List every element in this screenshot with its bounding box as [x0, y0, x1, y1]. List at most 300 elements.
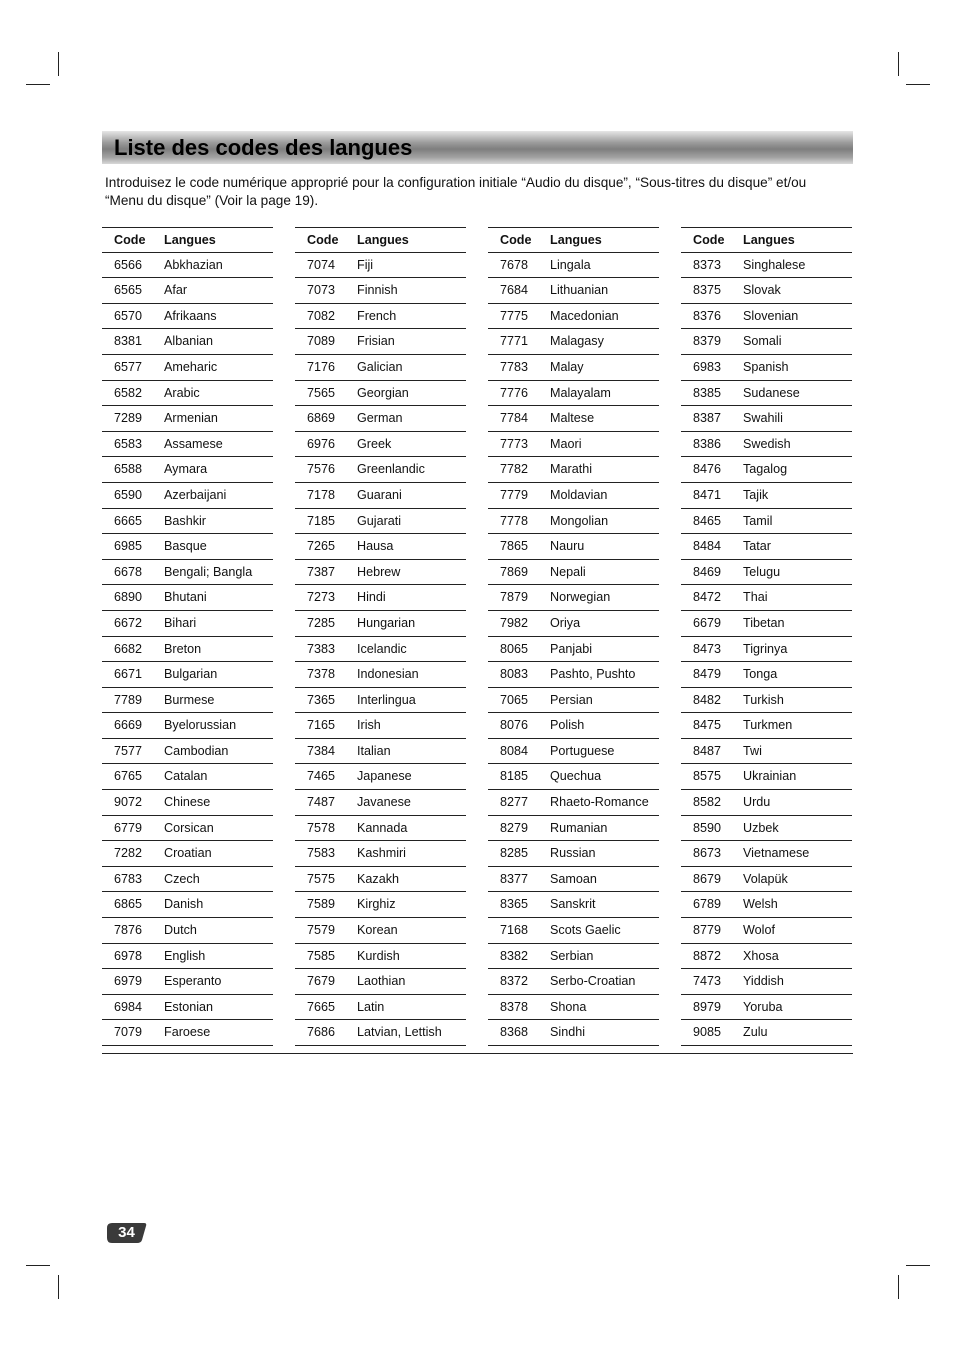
language-code: 7869 [500, 564, 529, 579]
language-code: 6978 [114, 948, 143, 963]
table-row [102, 892, 273, 918]
language-code: 8386 [693, 436, 722, 451]
table-row [488, 969, 659, 995]
language-code: 7686 [307, 1025, 336, 1040]
language-name: Norwegian [550, 590, 611, 605]
language-code: 7082 [307, 308, 336, 323]
language-code: 8185 [500, 769, 529, 784]
table-row [102, 355, 273, 381]
table-row [295, 585, 466, 611]
language-name: Bashkir [164, 513, 206, 528]
table-row [102, 816, 273, 842]
language-name: Pashto, Pushto [550, 667, 636, 682]
language-code: 9085 [693, 1025, 722, 1040]
table-row [102, 278, 273, 304]
table-row [102, 944, 273, 970]
language-code: 8472 [693, 590, 722, 605]
table-row [681, 944, 852, 970]
language-code: 8365 [500, 897, 529, 912]
page-title: Liste des codes des langues [114, 135, 413, 160]
language-column [102, 227, 273, 1046]
language-code: 7585 [307, 948, 336, 963]
language-code: 9072 [114, 795, 143, 810]
page-number: 34 [118, 1224, 135, 1241]
table-row [488, 867, 659, 893]
language-name: Zulu [743, 1025, 768, 1040]
language-code: 8473 [693, 641, 722, 656]
language-code: 6976 [307, 436, 336, 451]
language-name: Frisian [357, 334, 395, 349]
language-code: 8979 [693, 999, 722, 1014]
table-row [488, 790, 659, 816]
language-name: Chinese [164, 795, 211, 810]
table-row [295, 253, 466, 279]
language-code: 7789 [114, 692, 143, 707]
language-name: Turkish [743, 692, 784, 707]
language-code: 6671 [114, 667, 143, 682]
language-name: Esperanto [164, 974, 222, 989]
table-row [295, 560, 466, 586]
language-name: Tigrinya [743, 641, 788, 656]
language-code: 7589 [307, 897, 336, 912]
language-code: 6984 [114, 999, 143, 1014]
table-row [102, 329, 273, 355]
language-name: Polish [550, 718, 585, 733]
language-code: 7565 [307, 385, 336, 400]
language-code: 8372 [500, 974, 529, 989]
language-name: Corsican [164, 820, 214, 835]
header-languages: Langues [743, 233, 795, 247]
language-name: Malay [550, 359, 584, 374]
language-name: Azerbaijani [164, 487, 227, 502]
language-code: 6779 [114, 820, 143, 835]
language-code: 6679 [693, 615, 722, 630]
language-name: Panjabi [550, 641, 593, 656]
language-name: Kashmiri [357, 846, 406, 861]
language-code: 6588 [114, 462, 143, 477]
language-code: 7073 [307, 283, 336, 298]
language-code: 8279 [500, 820, 529, 835]
language-name: Icelandic [357, 641, 407, 656]
language-code: 7387 [307, 564, 336, 579]
table-row [681, 918, 852, 944]
language-name: Swedish [743, 436, 791, 451]
language-name: Persian [550, 692, 593, 707]
language-code: 7876 [114, 923, 143, 938]
header-code: Code [693, 233, 725, 247]
language-code: 8084 [500, 743, 529, 758]
language-name: Armenian [164, 411, 218, 426]
table-row [488, 662, 659, 688]
language-code: 8378 [500, 999, 529, 1014]
language-name: Aymara [164, 462, 208, 477]
language-code: 6566 [114, 257, 143, 272]
crop-mark [26, 84, 50, 85]
table-row [102, 713, 273, 739]
table-row [295, 1020, 466, 1046]
language-name: Macedonian [550, 308, 619, 323]
table-row [295, 969, 466, 995]
language-code: 7378 [307, 667, 336, 682]
table-row [681, 483, 852, 509]
language-code: 8475 [693, 718, 722, 733]
language-code: 8385 [693, 385, 722, 400]
header-code: Code [307, 233, 339, 247]
table-header-row [681, 227, 852, 253]
language-code: 7168 [500, 923, 529, 938]
language-name: Welsh [743, 897, 778, 912]
language-name: Guarani [357, 487, 402, 502]
language-code: 6672 [114, 615, 143, 630]
language-code: 8368 [500, 1025, 529, 1040]
language-name: Swahili [743, 411, 783, 426]
language-column [295, 227, 466, 1046]
table-row [295, 611, 466, 637]
language-code: 7773 [500, 436, 529, 451]
language-name: Twi [743, 743, 762, 758]
language-name: Urdu [743, 795, 771, 810]
language-code: 6582 [114, 385, 143, 400]
language-name: Catalan [164, 769, 208, 784]
table-row [488, 688, 659, 714]
table-row [681, 253, 852, 279]
language-code: 7465 [307, 769, 336, 784]
language-name: Portuguese [550, 743, 615, 758]
language-name: Ameharic [164, 359, 218, 374]
language-name: Latin [357, 999, 385, 1014]
language-code: 8590 [693, 820, 722, 835]
language-name: Sudanese [743, 385, 800, 400]
language-code: 8381 [114, 334, 143, 349]
header-languages: Langues [164, 233, 216, 247]
language-name: Kirghiz [357, 897, 396, 912]
language-name: Georgian [357, 385, 409, 400]
language-name: Kannada [357, 820, 408, 835]
table-row [102, 611, 273, 637]
table-row [681, 739, 852, 765]
language-code: 7384 [307, 743, 336, 758]
table-row [488, 304, 659, 330]
language-name: Shona [550, 999, 587, 1014]
table-row [295, 483, 466, 509]
language-name: Bihari [164, 615, 197, 630]
language-name: Greenlandic [357, 462, 425, 477]
table-row [488, 995, 659, 1021]
language-name: Volapük [743, 871, 788, 886]
language-name: Croatian [164, 846, 212, 861]
language-name: Marathi [550, 462, 592, 477]
language-code: 7575 [307, 871, 336, 886]
page-number-badge [106, 1221, 147, 1245]
language-code: 7065 [500, 692, 529, 707]
table-row [488, 739, 659, 765]
language-code: 6983 [693, 359, 722, 374]
language-name: Lingala [550, 257, 591, 272]
crop-mark [58, 1275, 59, 1299]
table-row [488, 892, 659, 918]
language-code: 6979 [114, 974, 143, 989]
language-code: 8076 [500, 718, 529, 733]
language-code: 7665 [307, 999, 336, 1014]
language-code: 8679 [693, 871, 722, 886]
language-name: Lithuanian [550, 283, 609, 298]
table-row [295, 662, 466, 688]
table-row [488, 534, 659, 560]
language-name: Burmese [164, 692, 215, 707]
language-name: Tajik [743, 487, 769, 502]
language-code: 7783 [500, 359, 529, 374]
table-row [488, 764, 659, 790]
language-name: Oriya [550, 615, 581, 630]
language-code: 6789 [693, 897, 722, 912]
language-name: Wolof [743, 923, 775, 938]
language-code: 6669 [114, 718, 143, 733]
crop-mark [906, 1265, 930, 1266]
language-code: 7178 [307, 487, 336, 502]
table-row [488, 816, 659, 842]
language-code: 7273 [307, 590, 336, 605]
table-row [681, 713, 852, 739]
table-row [681, 1020, 852, 1046]
table-row [102, 457, 273, 483]
language-name: Finnish [357, 283, 398, 298]
table-row [102, 867, 273, 893]
table-row [102, 432, 273, 458]
language-name: Irish [357, 718, 381, 733]
title-bar [102, 131, 853, 164]
table-row [102, 841, 273, 867]
language-name: Tonga [743, 667, 778, 682]
language-name: Bulgarian [164, 667, 218, 682]
table-row [102, 406, 273, 432]
table-row [102, 969, 273, 995]
language-code: 7779 [500, 487, 529, 502]
language-code: 7089 [307, 334, 336, 349]
table-row [681, 790, 852, 816]
table-row [488, 278, 659, 304]
language-code: 7982 [500, 615, 529, 630]
language-code: 7771 [500, 334, 529, 349]
language-code: 8083 [500, 667, 529, 682]
crop-mark [58, 52, 59, 76]
table-row [295, 892, 466, 918]
crop-mark [898, 52, 899, 76]
language-name: Italian [357, 743, 391, 758]
table-row [295, 432, 466, 458]
language-code: 6577 [114, 359, 143, 374]
language-name: Serbian [550, 948, 594, 963]
language-code: 7265 [307, 539, 336, 554]
language-code: 7383 [307, 641, 336, 656]
table-row [681, 304, 852, 330]
language-code: 8476 [693, 462, 722, 477]
table-row [488, 944, 659, 970]
table-row [681, 329, 852, 355]
language-name: Bengali; Bangla [164, 564, 253, 579]
crop-mark [906, 84, 930, 85]
language-name: Czech [164, 871, 200, 886]
table-row [681, 585, 852, 611]
language-code: 8277 [500, 795, 529, 810]
table-row [681, 406, 852, 432]
table-row [102, 560, 273, 586]
language-column [681, 227, 852, 1046]
table-row [488, 841, 659, 867]
language-code: 8487 [693, 743, 722, 758]
language-code: 7473 [693, 974, 722, 989]
language-name: Quechua [550, 769, 602, 784]
language-name: Hindi [357, 590, 386, 605]
table-row [295, 509, 466, 535]
table-row [102, 918, 273, 944]
language-code: 7579 [307, 923, 336, 938]
crop-mark [898, 1275, 899, 1299]
language-name: Mongolian [550, 513, 609, 528]
language-name: Galician [357, 359, 403, 374]
table-row [295, 457, 466, 483]
language-code: 8387 [693, 411, 722, 426]
language-column [488, 227, 659, 1046]
table-row [488, 713, 659, 739]
table-row [488, 483, 659, 509]
language-name: Yoruba [743, 999, 783, 1014]
table-row [295, 739, 466, 765]
table-row [488, 611, 659, 637]
language-code: 8575 [693, 769, 722, 784]
language-code: 7289 [114, 411, 143, 426]
language-name: Telugu [743, 564, 781, 579]
language-name: Abkhazian [164, 257, 223, 272]
language-code: 7679 [307, 974, 336, 989]
table-row [295, 381, 466, 407]
language-code: 7865 [500, 539, 529, 554]
table-row [295, 534, 466, 560]
language-code: 6565 [114, 283, 143, 298]
table-row [102, 739, 273, 765]
table-row [102, 585, 273, 611]
table-row [102, 253, 273, 279]
language-name: Scots Gaelic [550, 923, 621, 938]
language-name: Japanese [357, 769, 412, 784]
crop-mark [26, 1265, 50, 1266]
language-code: 8471 [693, 487, 722, 502]
language-name: Interlingua [357, 692, 416, 707]
table-row [102, 790, 273, 816]
language-code: 7576 [307, 462, 336, 477]
language-code: 7879 [500, 590, 529, 605]
language-code: 8376 [693, 308, 722, 323]
language-name: Turkmen [743, 718, 793, 733]
language-code: 7775 [500, 308, 529, 323]
language-name: Nepali [550, 564, 586, 579]
table-row [488, 509, 659, 535]
table-header-row [295, 227, 466, 253]
language-code: 7583 [307, 846, 336, 861]
language-code: 7577 [114, 743, 143, 758]
language-name: Nauru [550, 539, 585, 554]
language-code: 8482 [693, 692, 722, 707]
table-row [295, 816, 466, 842]
table-row [681, 867, 852, 893]
language-name: Indonesian [357, 667, 419, 682]
language-name: Byelorussian [164, 718, 237, 733]
language-code: 6890 [114, 590, 143, 605]
table-row [681, 688, 852, 714]
table-row [295, 944, 466, 970]
language-name: German [357, 411, 403, 426]
language-name: Afar [164, 283, 188, 298]
table-row [102, 637, 273, 663]
language-name: Javanese [357, 795, 411, 810]
table-header-row [102, 227, 273, 253]
table-row [681, 764, 852, 790]
language-code: 7776 [500, 385, 529, 400]
language-name: Estonian [164, 999, 214, 1014]
language-code: 7578 [307, 820, 336, 835]
table-row [681, 995, 852, 1021]
language-name: Vietnamese [743, 846, 810, 861]
table-row [102, 1020, 273, 1046]
language-name: Sanskrit [550, 897, 596, 912]
language-name: Rumanian [550, 820, 608, 835]
language-code: 6682 [114, 641, 143, 656]
header-code: Code [500, 233, 532, 247]
table-row [488, 457, 659, 483]
language-name: Greek [357, 436, 392, 451]
language-name: Serbo-Croatian [550, 974, 636, 989]
table-row [102, 509, 273, 535]
language-code: 6985 [114, 539, 143, 554]
table-row [488, 918, 659, 944]
language-code: 8373 [693, 257, 722, 272]
language-code: 8285 [500, 846, 529, 861]
language-code: 7487 [307, 795, 336, 810]
language-code: 7282 [114, 846, 143, 861]
language-name: Tagalog [743, 462, 788, 477]
language-name: Tibetan [743, 615, 785, 630]
language-name: Slovak [743, 283, 781, 298]
language-name: Malayalam [550, 385, 611, 400]
language-name: Afrikaans [164, 308, 217, 323]
language-name: Moldavian [550, 487, 608, 502]
language-code: 7365 [307, 692, 336, 707]
table-row [488, 560, 659, 586]
language-code: 6869 [307, 411, 336, 426]
language-name: English [164, 948, 206, 963]
language-code: 8582 [693, 795, 722, 810]
language-name: Hausa [357, 539, 394, 554]
language-name: Somali [743, 334, 782, 349]
language-name: Hungarian [357, 615, 416, 630]
language-name: Sindhi [550, 1025, 586, 1040]
table-row [681, 560, 852, 586]
language-name: Tatar [743, 539, 771, 554]
language-name: Singhalese [743, 257, 806, 272]
table-row [681, 637, 852, 663]
language-code: 8377 [500, 871, 529, 886]
table-row [102, 688, 273, 714]
table-row [295, 278, 466, 304]
language-code: 7165 [307, 718, 336, 733]
table-row [295, 688, 466, 714]
table-row [681, 662, 852, 688]
table-row [102, 662, 273, 688]
language-code: 8872 [693, 948, 722, 963]
language-name: Assamese [164, 436, 223, 451]
language-code: 8469 [693, 564, 722, 579]
language-code: 7684 [500, 283, 529, 298]
table-row [681, 816, 852, 842]
